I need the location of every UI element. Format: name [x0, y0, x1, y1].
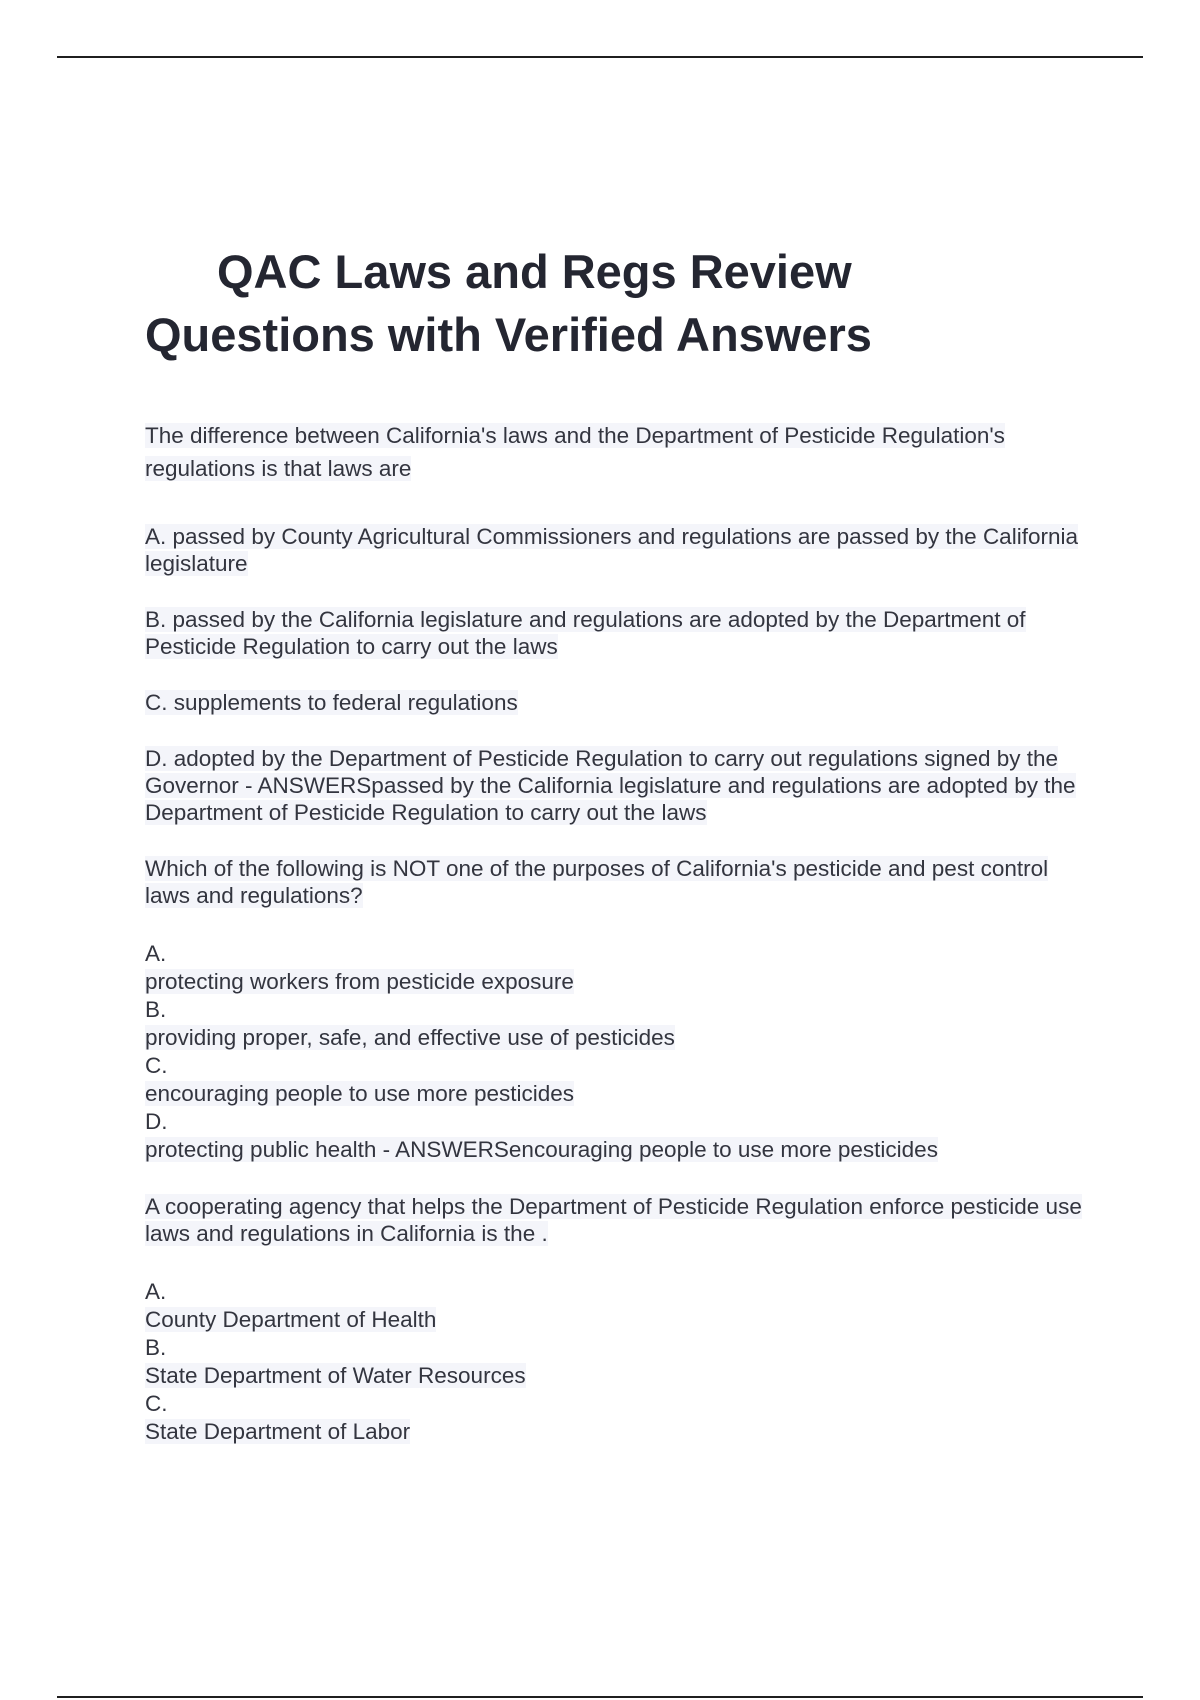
list-item: D.: [145, 1109, 168, 1134]
bottom-divider: [57, 1696, 1143, 1698]
document-body: [145, 419, 1095, 1446]
question-1-prompt: The difference between California's laws and the Department of Pesticide Regulation's regulations is that laws are: [145, 423, 1005, 481]
list-item: County Department of Health: [145, 1307, 437, 1332]
list-item: State Department of Water Resources: [145, 1363, 526, 1388]
question-2-options: [145, 940, 1095, 1164]
question-2-prompt: Which of the following is NOT one of the purposes of California's pesticide and pest control laws and regulations?: [145, 856, 1049, 908]
list-item: providing proper, safe, and effective use of pesticides: [145, 1025, 675, 1050]
question-1-option-c: C. supplements to federal regulations: [145, 690, 518, 715]
question-3-options: [145, 1278, 1095, 1446]
list-item: protecting workers from pesticide exposure: [145, 969, 574, 994]
question-1-option-d: D. adopted by the Department of Pesticide Regulation to carry out regulations signed by the Governor - ANSWERSpassed by the California legislature and regulations are adopted by the Department of Pesticide Regulation to carry out the laws: [145, 746, 1076, 825]
question-1-option-a: A. passed by County Agricultural Commissioners and regulations are passed by the California legislature: [145, 524, 1078, 576]
title-line-1: QAC Laws and Regs Review: [217, 245, 852, 298]
list-item: C.: [145, 1391, 168, 1416]
question-1-option-b: B. passed by the California legislature and regulations are adopted by the Department of Pesticide Regulation to carry out the laws: [145, 607, 1026, 659]
question-3-prompt: A cooperating agency that helps the Department of Pesticide Regulation enforce pesticide use laws and regulations in California is the .: [145, 1194, 1082, 1246]
top-divider: [57, 56, 1143, 58]
list-item: State Department of Labor: [145, 1419, 411, 1444]
list-item: A.: [145, 941, 167, 966]
page-title: [145, 240, 1045, 366]
list-item: C.: [145, 1053, 168, 1078]
title-line-2: Questions with Verified Answers: [145, 308, 872, 361]
list-item: protecting public health - ANSWERSencouraging people to use more pesticides: [145, 1137, 938, 1162]
list-item: encouraging people to use more pesticides: [145, 1081, 575, 1106]
list-item: B.: [145, 1335, 167, 1360]
list-item: A.: [145, 1279, 167, 1304]
list-item: B.: [145, 997, 167, 1022]
